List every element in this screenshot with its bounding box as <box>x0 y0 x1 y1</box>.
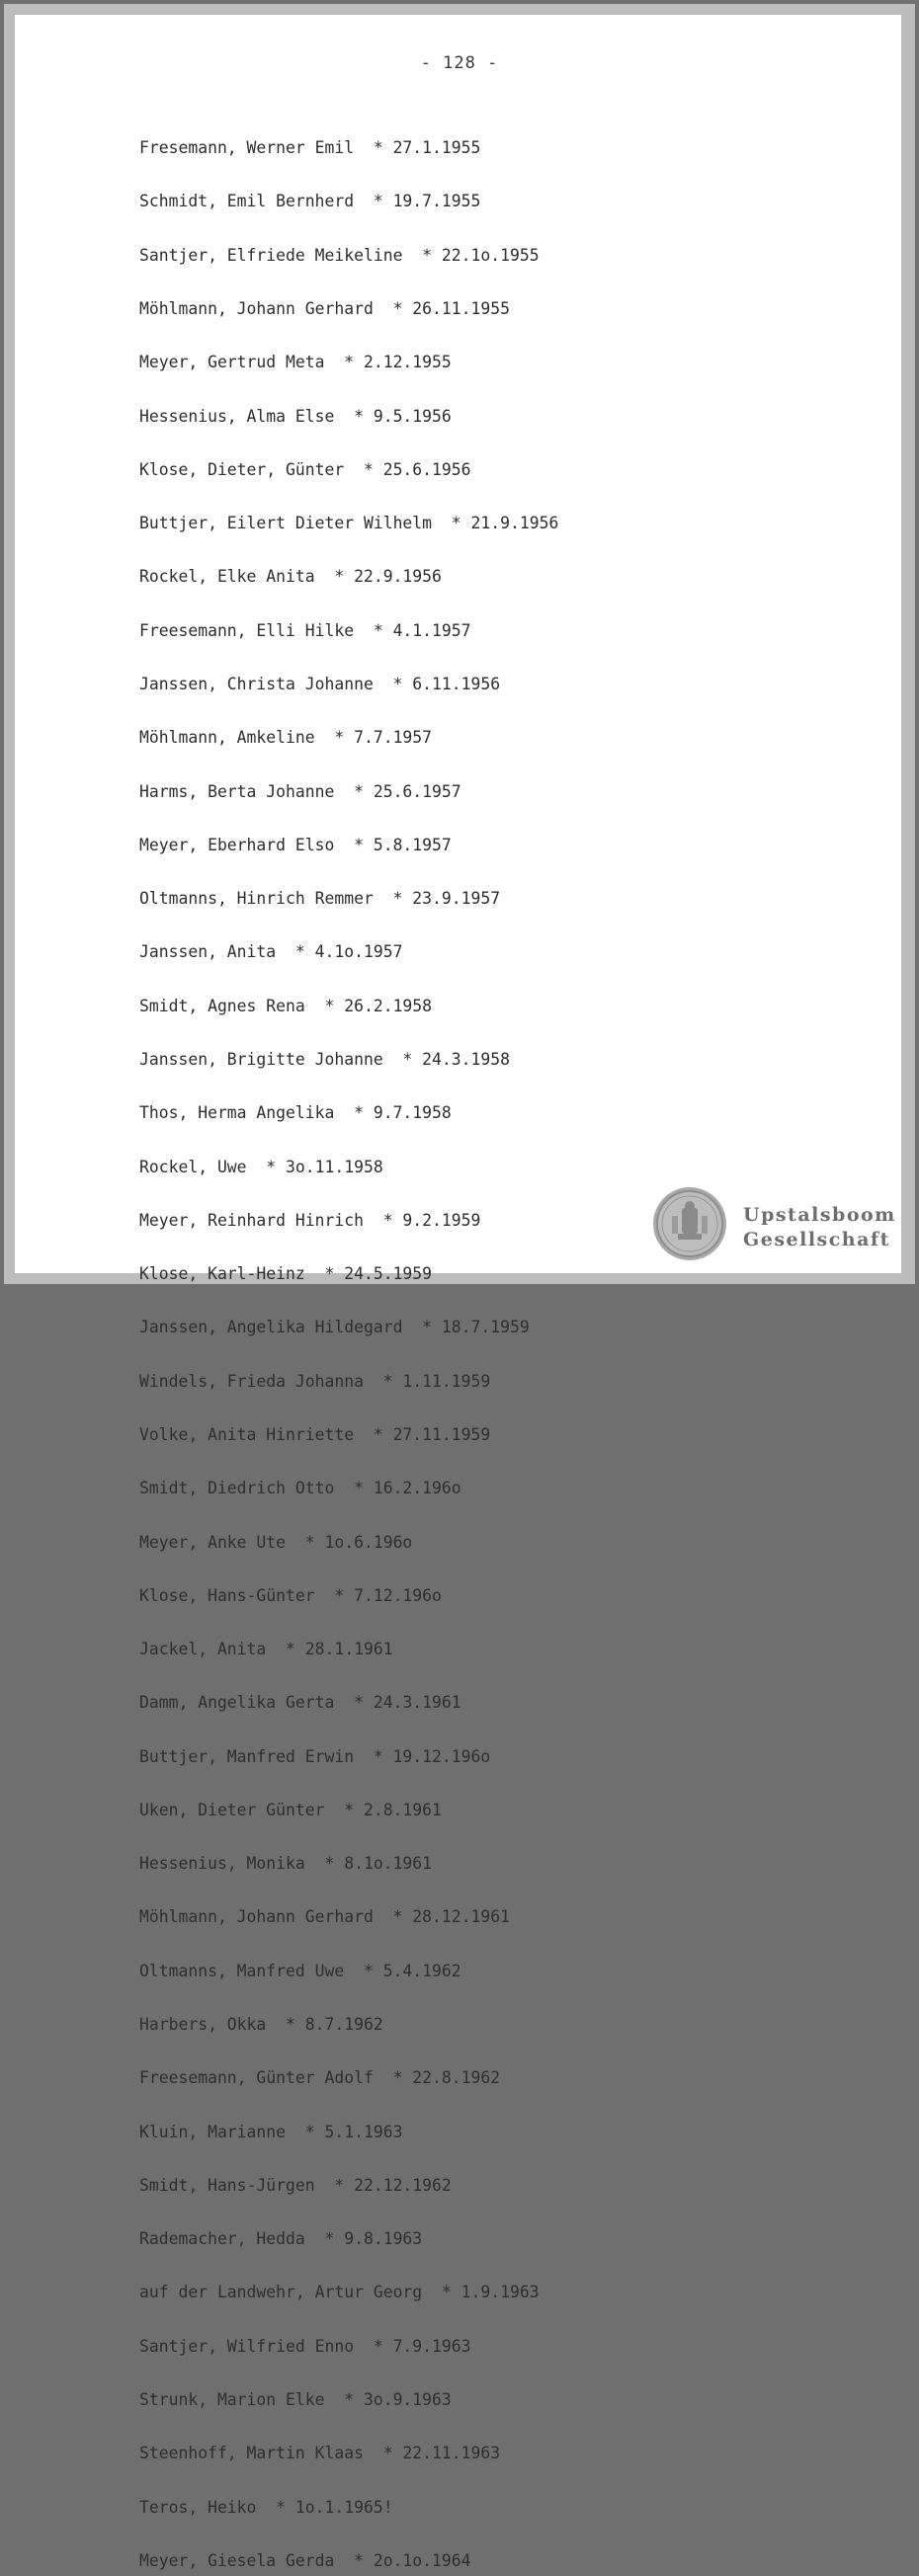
list-item: Kluin, Marianne * 5.1.1963 <box>139 2122 403 2141</box>
list-item: Hessenius, Alma Else * 9.5.1956 <box>139 406 452 426</box>
list-item: Volke, Anita Hinriette * 27.11.1959 <box>139 1424 491 1444</box>
list-item: Windels, Frieda Johanna * 1.11.1959 <box>139 1371 491 1391</box>
list-item: Thos, Herma Angelika * 9.7.1958 <box>139 1103 452 1123</box>
list-item: Buttjer, Eilert Dieter Wilhelm * 21.9.1956 <box>139 514 559 533</box>
list-item: Damm, Angelika Gerta * 24.3.1961 <box>139 1693 461 1713</box>
list-item: Möhlmann, Amkeline * 7.7.1957 <box>139 728 433 748</box>
list-item: Rockel, Elke Anita * 22.9.1956 <box>139 567 442 587</box>
list-item: Janssen, Anita * 4.1o.1957 <box>139 942 403 962</box>
list-item: Klose, Karl-Heinz * 24.5.1959 <box>139 1264 433 1284</box>
list-item: Meyer, Giesela Gerda * 2o.1o.1964 <box>139 2550 471 2570</box>
list-item: Janssen, Angelika Hildegard * 18.7.1959 <box>139 1318 530 1337</box>
list-item: Uken, Dieter Günter * 2.8.1961 <box>139 1800 442 1819</box>
list-item: Jackel, Anita * 28.1.1961 <box>139 1640 393 1659</box>
list-item: Rockel, Uwe * 3o.11.1958 <box>139 1157 383 1176</box>
list-item: Klose, Dieter, Günter * 25.6.1956 <box>139 459 471 479</box>
list-item: Santjer, Wilfried Enno * 7.9.1963 <box>139 2336 471 2356</box>
list-item: Santjer, Elfriede Meikeline * 22.1o.1955 <box>139 245 540 265</box>
list-item: Smidt, Hans-Jürgen * 22.12.1962 <box>139 2175 452 2195</box>
list-item: Teros, Heiko * 1o.1.1965! <box>139 2497 393 2517</box>
list-item: Harbers, Okka * 8.7.1962 <box>139 2015 383 2035</box>
list-item: Schmidt, Emil Bernherd * 19.7.1955 <box>139 192 481 211</box>
list-item: Freesemann, Günter Adolf * 22.8.1962 <box>139 2068 501 2088</box>
list-item: Hessenius, Monika * 8.1o.1961 <box>139 1854 433 1874</box>
list-item: Smidt, Agnes Rena * 26.2.1958 <box>139 996 433 1015</box>
list-item: Klose, Hans-Günter * 7.12.196o <box>139 1585 442 1605</box>
list-item: Meyer, Eberhard Elso * 5.8.1957 <box>139 835 452 854</box>
list-item: Freesemann, Elli Hilke * 4.1.1957 <box>139 620 471 640</box>
page-number: - 128 - <box>420 53 499 73</box>
list-item: Oltmanns, Manfred Uwe * 5.4.1962 <box>139 1961 461 1980</box>
list-item: Möhlmann, Johann Gerhard * 26.11.1955 <box>139 299 510 319</box>
list-item: Harms, Berta Johanne * 25.6.1957 <box>139 781 461 801</box>
brand-line: Upstalsboom <box>743 1204 896 1226</box>
brand-logo-text <box>743 1203 896 1252</box>
list-item: Meyer, Gertrud Meta * 2.12.1955 <box>139 353 452 372</box>
list-item: Rademacher, Hedda * 9.8.1963 <box>139 2229 423 2249</box>
list-item: auf der Landwehr, Artur Georg * 1.9.1963 <box>139 2283 540 2302</box>
list-item: Janssen, Brigitte Johanne * 24.3.1958 <box>139 1049 510 1069</box>
list-item: Oltmanns, Hinrich Remmer * 23.9.1957 <box>139 889 501 909</box>
list-item: Smidt, Diedrich Otto * 16.2.196o <box>139 1479 461 1498</box>
list-item: Möhlmann, Johann Gerhard * 28.12.1961 <box>139 1907 510 1927</box>
list-item: Meyer, Reinhard Hinrich * 9.2.1959 <box>139 1210 481 1230</box>
list-item: Meyer, Anke Ute * 1o.6.196o <box>139 1532 413 1552</box>
seal-icon <box>652 1186 727 1261</box>
brand-line: Gesellschaft <box>743 1229 890 1250</box>
list-item: Strunk, Marion Elke * 3o.9.1963 <box>139 2390 452 2409</box>
birth-register-list <box>139 104 558 2576</box>
list-item: Buttjer, Manfred Erwin * 19.12.196o <box>139 1746 491 1766</box>
list-item: Fresemann, Werner Emil * 27.1.1955 <box>139 138 481 158</box>
list-item: Steenhoff, Martin Klaas * 22.11.1963 <box>139 2444 501 2463</box>
list-item: Janssen, Christa Johanne * 6.11.1956 <box>139 675 501 693</box>
